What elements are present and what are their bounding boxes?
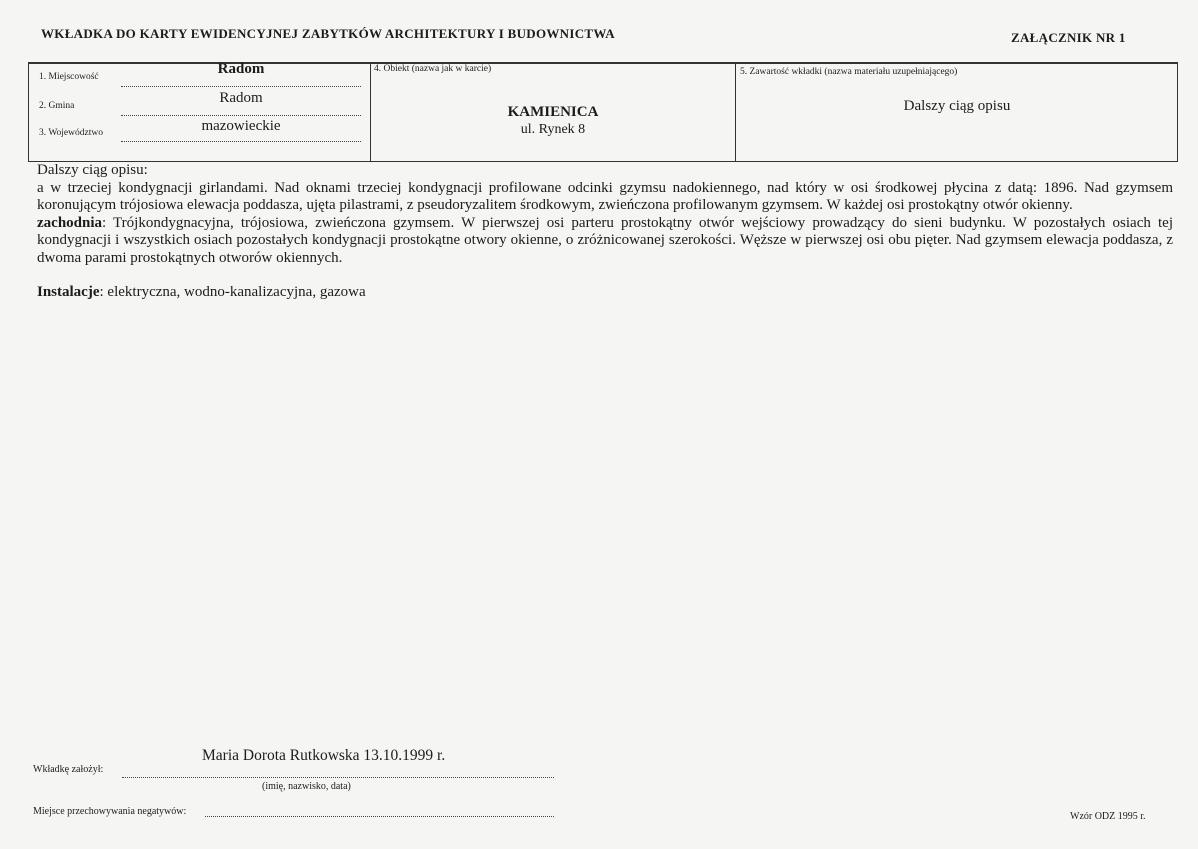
west-elevation-paragraph xyxy=(37,215,1173,268)
obiekt-label: 4. Obiekt (nazwa jak w karcie) xyxy=(374,64,492,74)
wojewodztwo-line xyxy=(121,141,361,142)
miejscowosc-label: 1. Miejscowość xyxy=(39,72,99,82)
wojewodztwo-value: mazowieckie xyxy=(201,118,281,134)
negatives-line xyxy=(205,816,554,817)
document-title: WKŁADKA DO KARTY EWIDENCYJNEJ ZABYTKÓW ARCHITEKTURY I BUDOWNICTWA xyxy=(41,26,615,41)
author-line xyxy=(122,777,554,778)
miejscowosc-value: Radom xyxy=(217,61,265,77)
miejscowosc-line xyxy=(121,86,361,87)
gmina-line xyxy=(121,115,361,116)
header-fields-box xyxy=(28,62,1178,162)
zawartosc-value: Dalszy ciąg opisu xyxy=(903,98,1011,114)
description-paragraph: a w trzeciej kondygnacji girlandami. Nad oknami trzeciej kondygnacji profilowane odcinki gzymsu nadokiennego, nad który w osi środkowej płycina z datą: 1896. Nad gzymsem koronującym trójosiowa elewacja poddasza, ujęta pilastrami, z pseudoryzalitem środkowym, zwieńczona profilowanym gzymsem. W każdej osi prostokątny otwór okienny. xyxy=(37,179,1173,213)
installations-text: : elektryczna, wodno-kanalizacyjna, gazowa xyxy=(99,284,366,300)
gmina-value: Radom xyxy=(219,90,263,106)
author-value: Maria Dorota Rutkowska 13.10.1999 r. xyxy=(202,747,446,764)
west-elevation-text: : Trójkondygnacyjna, trójosiowa, zwieńczona gzymsem. W pierwszej osi parteru prostokątny otwór wejściowy prowadzący do sieni budynku. W pozostałych osiach tej kondygnacji i wszystkich osiach pozostałych kondygnacji prostokątne otwory okienne, o zróżnicowanej szerokości. Węższe w pierwszej osi obu pięter. Nad gzymsem elewacja poddasza, z dwoma parami prostokątnych otworów okiennych. xyxy=(37,214,1173,266)
annex-number: ZAŁĄCZNIK NR 1 xyxy=(1011,30,1126,45)
obiekt-name: KAMIENICA xyxy=(507,104,599,120)
gmina-label: 2. Gmina xyxy=(39,101,75,111)
negatives-label: Miejsce przechowywania negatywów: xyxy=(33,806,187,817)
installations-paragraph xyxy=(37,284,1173,302)
template-version: Wzór ODZ 1995 r. xyxy=(1070,811,1146,822)
zawartosc-label: 5. Zawartość wkładki (nazwa materiału uzupełniającego) xyxy=(740,67,958,77)
installations-heading: Instalacje xyxy=(37,284,100,300)
obiekt-address: ul. Rynek 8 xyxy=(520,122,586,137)
author-hint: (imię, nazwisko, data) xyxy=(262,781,351,792)
wojewodztwo-label: 3. Województwo xyxy=(39,128,103,138)
author-label: Wkładkę założył: xyxy=(33,764,104,775)
description-intro: Dalszy ciąg opisu: xyxy=(37,162,148,178)
west-elevation-heading: zachodnia xyxy=(37,214,103,231)
description-body xyxy=(37,162,1173,302)
